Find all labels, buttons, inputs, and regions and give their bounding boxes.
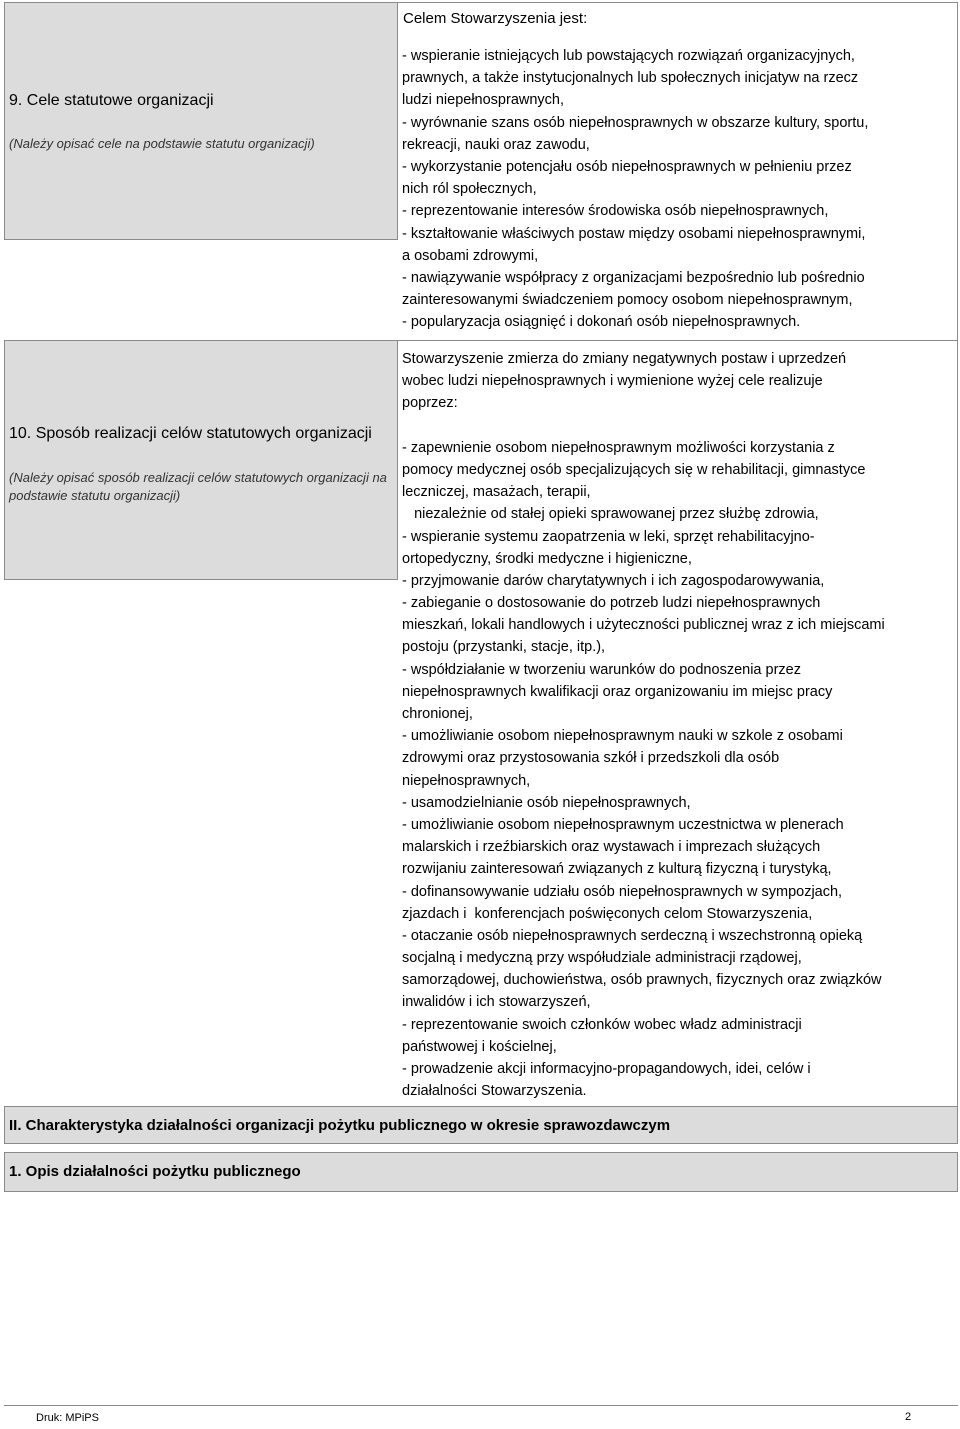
text-line: socjalną i medyczną przy współudziale administracji rządowej, [402, 950, 802, 967]
footer-page-number: 2 [905, 1411, 912, 1423]
section-II-title: II. Charakterystyka działalności organizacji pożytku publicznego w okresie sprawozdawczym [9, 1117, 671, 1134]
section10-title: 10. Sposób realizacji celów statutowych organizacji [9, 425, 372, 442]
text-line: - przyjmowanie darów charytatywnych i ich zagospodarowywania, [402, 572, 825, 589]
section10-lines [402, 348, 885, 1102]
text-line: działalności Stowarzyszenia. [402, 1083, 587, 1100]
text-line: - zabieganie o dostosowanie do potrzeb ludzi niepełnosprawnych [402, 595, 821, 612]
text-line [402, 415, 885, 437]
section9-header: Celem Stowarzyszenia jest: [403, 10, 588, 27]
text-line: - umożliwianie osobom niepełnosprawnym nauki w szkole z osobami [402, 728, 843, 745]
text-line: ludzi niepełnosprawnych, [402, 92, 565, 109]
text-line: samorządowej, duchowieństwa, osób prawnych, fizycznych oraz związków [402, 972, 882, 989]
section9-lines [402, 45, 868, 333]
text-line: Stowarzyszenie zmierza do zmiany negatywnych postaw i uprzedzeń [402, 351, 847, 367]
text-line: chronionej, [402, 706, 473, 722]
section10-content-cell [398, 340, 958, 1106]
text-line: inwalidów i ich stowarzyszeń, [402, 994, 591, 1011]
footer-print-label: Druk: MPiPS [36, 1412, 99, 1424]
section-1-header [4, 1152, 958, 1192]
section-1-title: 1. Opis działalności pożytku publicznego [9, 1163, 301, 1180]
section9-title: 9. Cele statutowe organizacji [9, 92, 214, 109]
text-line: prawnych, a także instytucjonalnych lub społecznych inicjatyw na rzecz [402, 70, 859, 87]
text-line: - usamodzielnianie osób niepełnosprawnych, [402, 794, 691, 811]
section9-subtitle: (Należy opisać cele na podstawie statutu organizacji) [9, 136, 315, 151]
text-line: - wykorzystanie potencjału osób niepełnosprawnych w pełnieniu przez [402, 158, 852, 175]
text-line: - reprezentowanie interesów środowiska osób niepełnosprawnych, [402, 203, 829, 220]
text-line: leczniczej, masażach, terapii, [402, 484, 591, 501]
text-line: postoju (przystanki, stacje, itp.), [402, 639, 606, 656]
text-line: zdrowymi oraz przystosowania szkół i przedszkoli dla osób [402, 750, 780, 767]
section9-content-cell [398, 33, 958, 340]
text-line: - zapewnienie osobom niepełnosprawnym możliwości korzystania z [402, 439, 835, 456]
text-line: poprzez: [402, 395, 458, 412]
text-line: - popularyzacja osiągnięć i dokonań osób niepełnosprawnych. [402, 314, 801, 331]
text-line: niepełnosprawnych kwalifikacji oraz organizowaniu im miejsc pracy [402, 683, 833, 700]
text-line: - wspieranie systemu zaopatrzenia w leki, sprzęt rehabilitacyjno- [402, 528, 815, 545]
text-line: mieszkań, lokali handlowych i użyteczności publicznej wraz z ich miejscami [402, 617, 885, 634]
text-line: niepełnosprawnych, [402, 772, 531, 789]
text-line: - reprezentowanie swoich członków wobec władz administracji [402, 1016, 802, 1033]
text-line: pomocy medycznej osób specjalizujących się w rehabilitacji, gimnastyce [402, 461, 866, 478]
text-line: - wyrównanie szans osób niepełnosprawnych w obszarze kultury, sportu, [402, 114, 869, 131]
text-line: - prowadzenie akcji informacyjno-propagandowych, idei, celów i [402, 1061, 811, 1077]
text-line: - wspieranie istniejących lub powstających rozwiązań organizacyjnych, [402, 48, 855, 64]
text-line: nich ról społecznych, [402, 181, 537, 198]
text-line: - kształtowanie właściwych postaw między osobami niepełnosprawnymi, [402, 225, 866, 242]
text-line: zjazdach i konferencjach poświęconych celom Stowarzyszenia, [402, 905, 813, 922]
text-line: wobec ludzi niepełnosprawnych i wymienione wyżej cele realizuje [402, 373, 823, 390]
section9-label-cell [4, 2, 398, 240]
section-II-header [4, 1106, 958, 1144]
text-line: - otaczanie osób niepełnosprawnych serdeczną i wszechstronną opieką [402, 927, 863, 944]
section9-header-cell [398, 2, 958, 33]
text-line: a osobami zdrowymi, [402, 247, 539, 264]
text-line: - współdziałanie w tworzeniu warunków do podnoszenia przez [402, 661, 801, 678]
text-line: malarskich i rzeźbiarskich oraz wystawach i imprezach służących [402, 839, 821, 856]
text-line: rekreacji, nauki oraz zawodu, [402, 136, 590, 153]
text-line: zainteresowanymi świadczeniem pomocy osobom niepełnosprawnym, [402, 292, 853, 309]
text-line: państwowej i kościelnej, [402, 1038, 557, 1055]
text-line: rozwijaniu zainteresowań związanych z kulturą fizyczną i turystyką, [402, 861, 832, 878]
section10-subtitle: (Należy opisać sposób realizacji celów statutowych organizacji na podstawie statutu organizacji) [9, 470, 387, 503]
footer-divider [4, 1405, 958, 1406]
section10-label-cell [4, 340, 398, 580]
text-line: - nawiązywanie współpracy z organizacjami bezpośrednio lub pośrednio [402, 269, 865, 286]
text-line: - dofinansowywanie udziału osób niepełnosprawnych w sympozjach, [402, 883, 843, 900]
text-line: niezależnie od stałej opieki sprawowanej przez służbę zdrowia, [402, 506, 819, 523]
text-line: ortopedyczny, środki medyczne i higieniczne, [402, 550, 692, 567]
text-line: - umożliwianie osobom niepełnosprawnym uczestnictwa w plenerach [402, 816, 844, 833]
